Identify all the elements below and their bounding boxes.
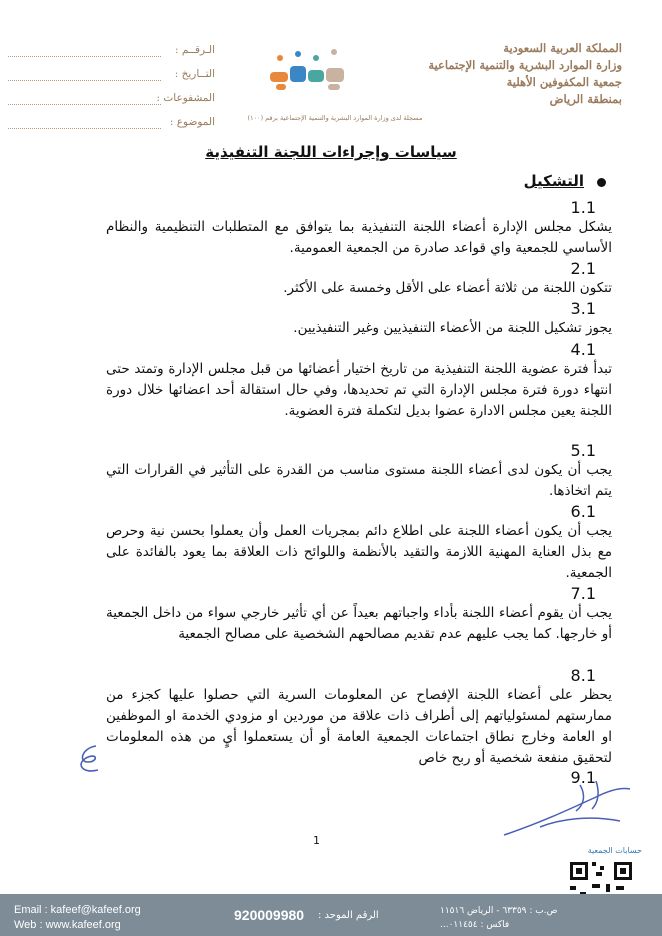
- page-number: 1: [313, 834, 320, 847]
- policy-item: [106, 299, 612, 339]
- policy-item: [106, 259, 612, 299]
- footer-email[interactable]: Email : kafeef@kafeef.org: [14, 904, 141, 916]
- meta-row-number: [120, 44, 215, 68]
- item-text: يحظر على أعضاء اللجنة الإفصاح عن المعلومات السرية التي حصلوا عليها كجزء من ممارستهم لمسئولياتهم إلى أطراف ذات علاقة من موردين او مزودي الخدمة او الموظفين او العامة وخارج نطاق اجتماعات الجمعية العامة أو أن يستعملوا أيٍ من هذه المعلومات لتحقيق منفعة شخصية أو ربح خاص: [106, 687, 612, 766]
- item-text: يجب أن يكون أعضاء اللجنة على اطلاع دائم بمجريات العمل وأن يعملوا بحسن نية وحرص مع بذل العناية المهنية اللازمة والتقيد بالأنظمة واللوائح ذات العلاقة بما يعود بالفائدة على الجمعية.: [106, 523, 612, 581]
- item-number: 3.1: [570, 299, 596, 318]
- qr-caption: حسابات الجمعية: [587, 846, 642, 855]
- policy-item: [106, 584, 612, 645]
- dotted-line: [8, 128, 161, 129]
- meta-label: التــاريخ :: [174, 68, 215, 80]
- bullet-icon: [597, 178, 606, 187]
- meta-label: المشفوعات :: [156, 92, 215, 104]
- meta-row-attachments: [120, 92, 215, 116]
- reference-fields: [120, 44, 215, 140]
- item-number: 9.1: [570, 768, 596, 787]
- item-text: يشكل مجلس الإدارة أعضاء اللجنة التنفيذية بما يتوافق مع المتطلبات التنظيمية والنظام الأساسي للجمعية واي قواعد صادرة من الجمعية العمومية.: [106, 219, 612, 256]
- org-line: جمعية المكفوفين الأهلية: [506, 75, 622, 89]
- footer-unified-label: الرقم الموحد :: [318, 910, 379, 921]
- footer-phone: 920009980: [234, 907, 305, 923]
- document-title: سياسات وإجراءات اللجنة التنفيذية: [205, 143, 457, 161]
- organization-header: [412, 40, 622, 108]
- policy-item: [106, 666, 612, 769]
- item-number: 1.1: [570, 198, 596, 217]
- org-line: بمنطقة الرياض: [549, 92, 622, 106]
- handwritten-signature: [500, 775, 640, 845]
- item-text: تتكون اللجنة من ثلاثة أعضاء على الأقل وخمسة على الأكثر.: [283, 280, 612, 296]
- item-text: يجوز تشكيل اللجنة من الأعضاء التنفيذيين وغير التنفيذيين.: [293, 320, 612, 336]
- handwritten-initial: [68, 740, 108, 780]
- item-text: يجب أن يقوم أعضاء اللجنة بأداء واجباتهم بعيداً عن أي تأثير خارجي سواء من داخل الجمعية أو خارجها. كما يجب عليهم عدم تقديم مصالحهم الشخصية على مصالح الجمعية: [106, 605, 612, 642]
- logo-subtitle: مسجلة لدى وزارة الموارد البشرية والتنمية الإجتماعية برقم (١٠٠): [247, 114, 423, 122]
- policy-item: [106, 441, 612, 502]
- footer-address: ص.ب : ٦٣٣٥٩ - الرياض ١١٥١٦: [440, 906, 558, 916]
- org-line: المملكة العربية السعودية: [503, 41, 622, 55]
- policy-item: [106, 198, 612, 259]
- meta-label: الـرقــم :: [174, 44, 215, 56]
- item-number: 4.1: [570, 340, 596, 359]
- policy-item: [106, 340, 612, 422]
- footer-fax: فاكس : ٠١١٤٥٤...: [440, 920, 510, 930]
- meta-row-date: [120, 68, 215, 92]
- item-number: 2.1: [570, 259, 596, 278]
- dotted-line: [8, 104, 161, 105]
- item-number: 7.1: [570, 584, 596, 603]
- dotted-line: [8, 80, 161, 81]
- item-number: 5.1: [570, 441, 596, 460]
- item-number: 8.1: [570, 666, 596, 685]
- policy-item: [106, 502, 612, 584]
- section-heading: التشكيل: [523, 172, 584, 190]
- meta-row-subject: [120, 116, 215, 140]
- meta-label: الموضوع :: [169, 116, 215, 128]
- footer-website[interactable]: Web : www.kafeef.org: [14, 919, 121, 931]
- dotted-line: [8, 56, 161, 57]
- kafeef-logo: [268, 44, 348, 94]
- item-text: تبدأ فترة عضوية اللجنة التنفيذية من تاريخ اختيار أعضائها من قبل مجلس الإدارة وتمتد حتى انتهاء دورة فترة مجلس الإدارة التي تم تحديدها، وفي حال استقالة أحد اعضائها خلال دورة اللجنة يعين مجلس الادارة عضوا بديل لتكملة فترة العضوية.: [106, 361, 612, 419]
- item-text: يجب أن يكون لدى أعضاء اللجنة مستوى مناسب من القدرة على التأثير في القرارات التي يتم اتخاذها.: [106, 462, 612, 499]
- item-number: 6.1: [570, 502, 596, 521]
- org-line: وزارة الموارد البشرية والتنمية الإجتماعية: [428, 58, 622, 72]
